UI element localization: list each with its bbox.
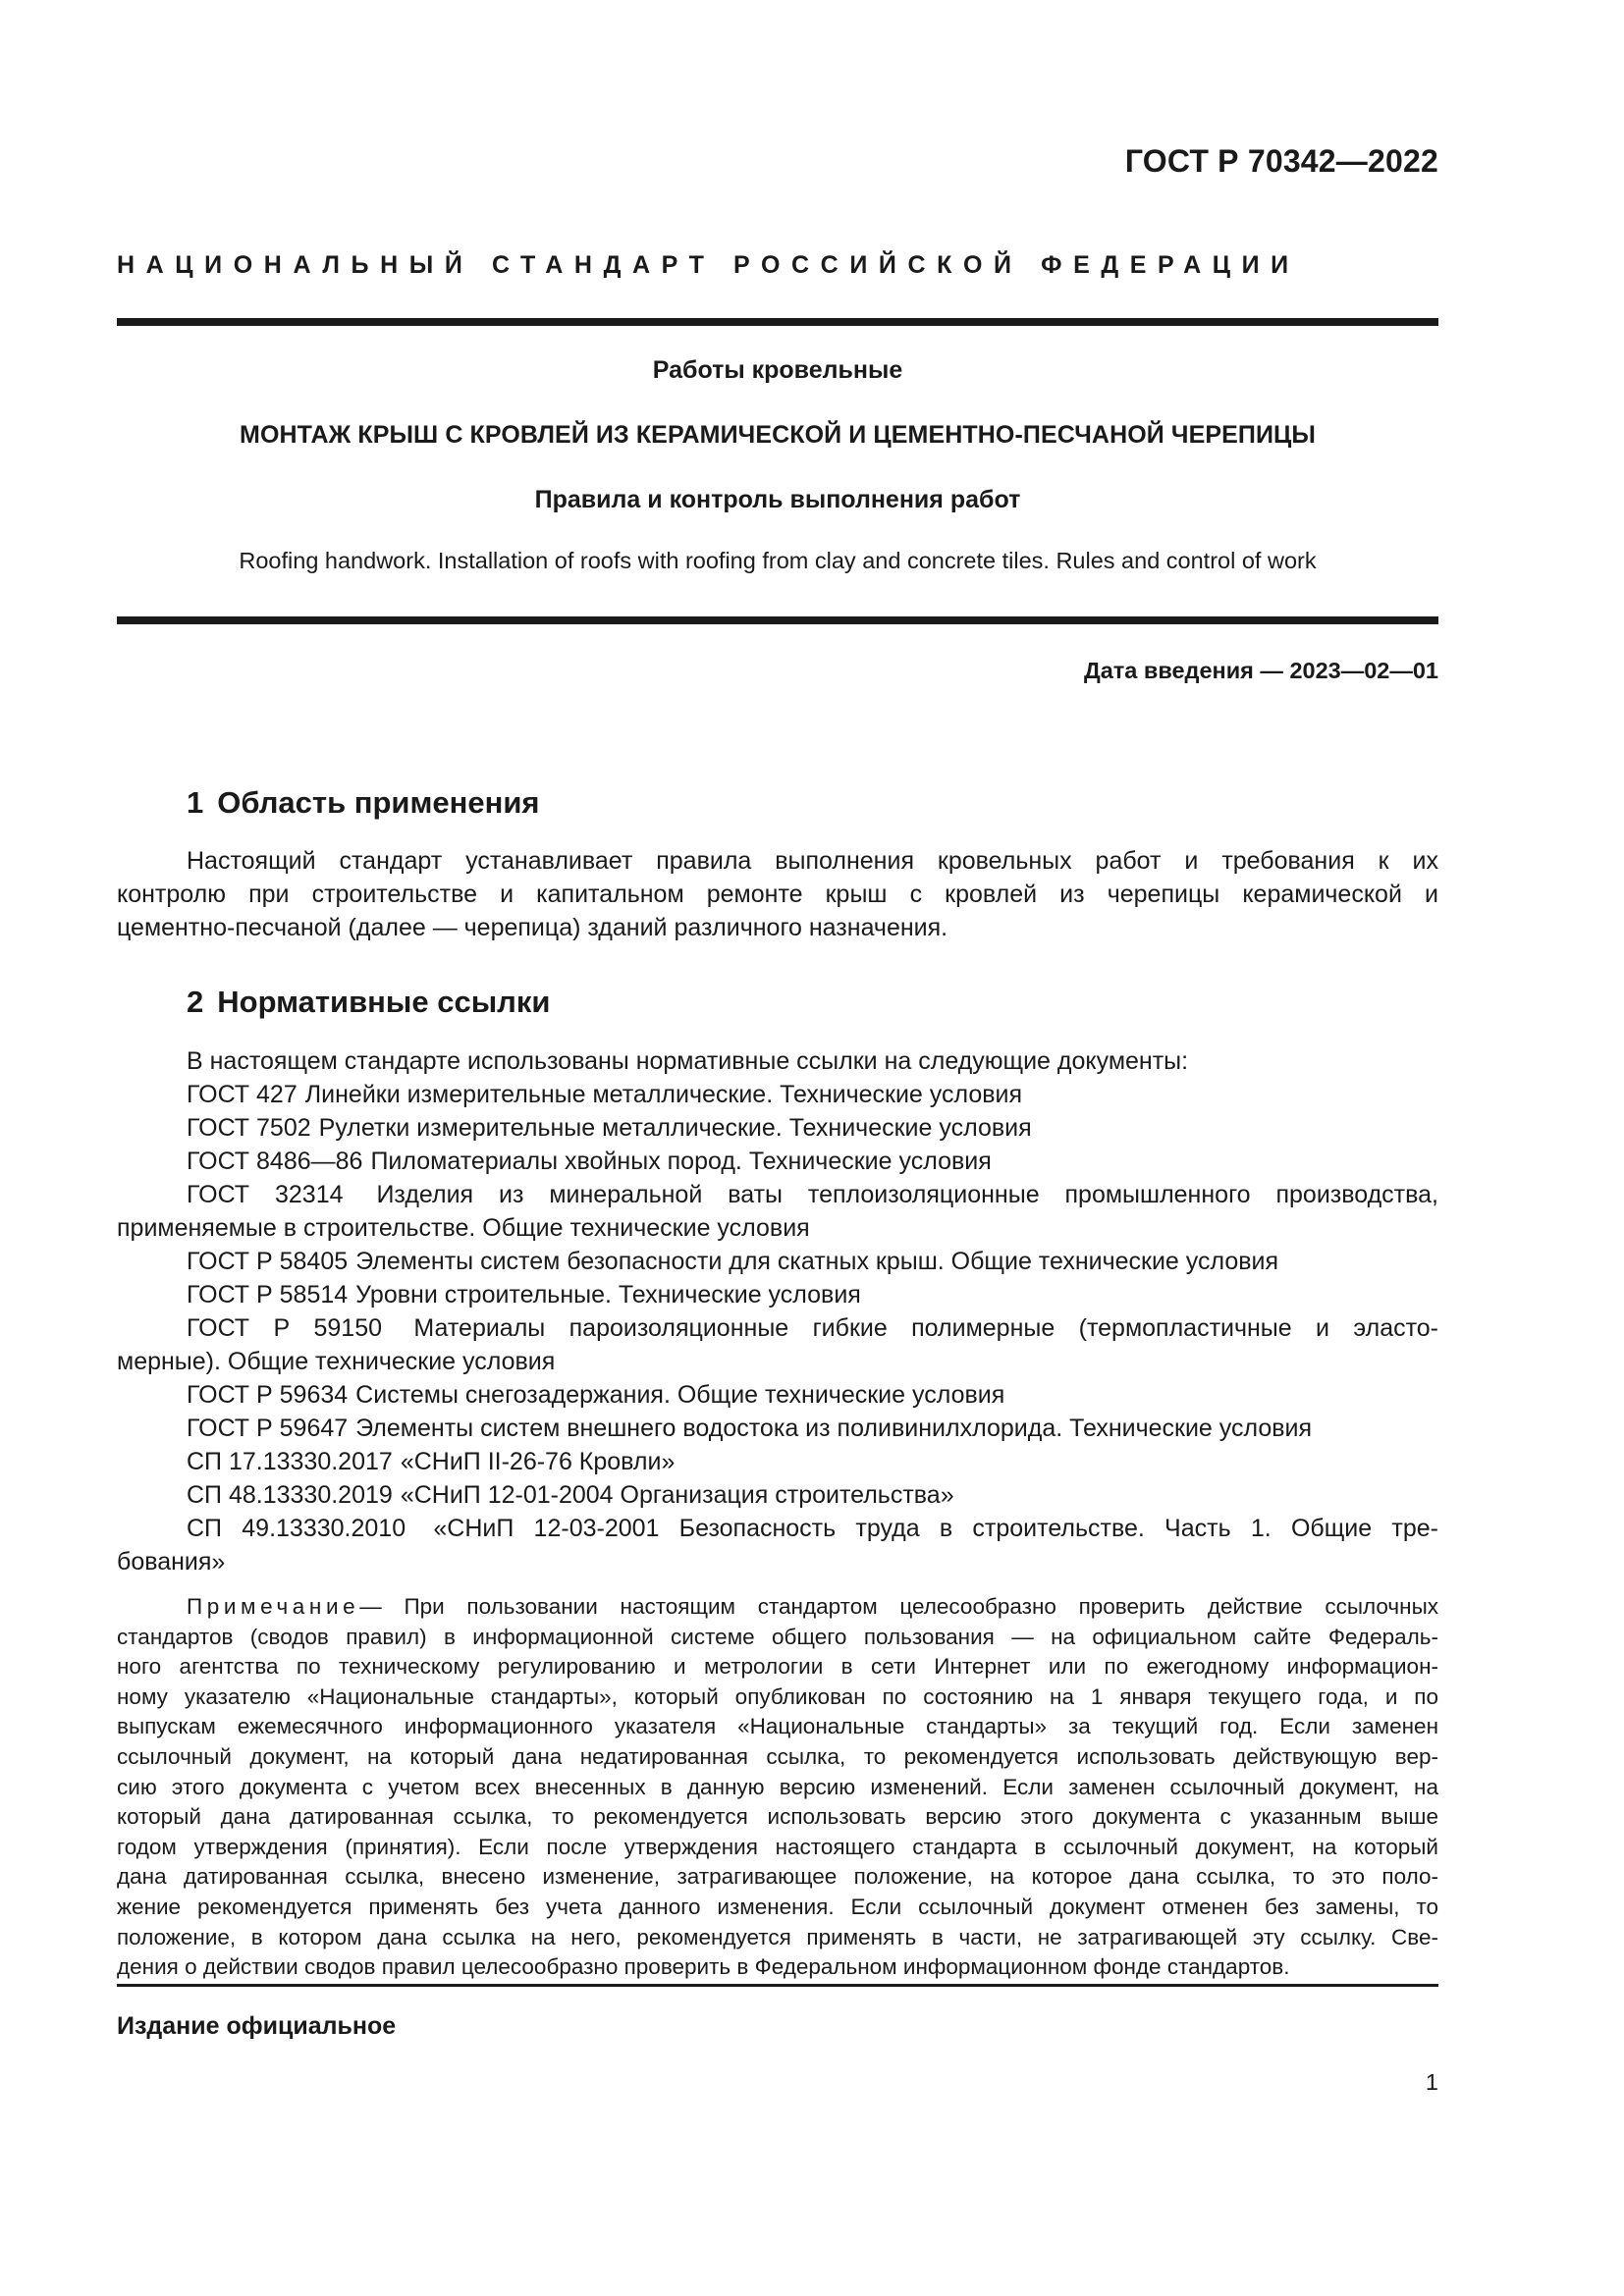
ref-item: [117, 1245, 1438, 1278]
ref-title: Пиломатериалы хвойных пород. Технические условия: [370, 1148, 992, 1175]
note-line: стандартов (сводов правил) в информационной системе общего пользования — на официальном сайте Федераль-: [117, 1624, 1438, 1649]
ref-item-continuation: применяемые в строительстве. Общие технические условия: [117, 1214, 810, 1242]
introduction-date: Дата введения — 2023—02—01: [1083, 658, 1438, 683]
main-title: МОНТАЖ КРЫШ С КРОВЛЕЙ ИЗ КЕРАМИЧЕСКОЙ И ЦЕМЕНТНО-ПЕСЧАНОЙ ЧЕРЕПИЦЫ: [240, 421, 1316, 449]
ref-code: ГОСТ 8486—86: [187, 1148, 363, 1175]
document-number: ГОСТ Р 70342—2022: [1124, 143, 1438, 179]
ref-code: ГОСТ 32314: [187, 1181, 344, 1208]
subtitle: Правила и контроль выполнения работ: [534, 486, 1021, 513]
ref-code: СП 48.13330.2019: [187, 1481, 393, 1509]
note-label: Примечание: [187, 1594, 360, 1619]
english-title: Roofing handwork. Installation of roofs with roofing from clay and concrete tiles. Rules and control of work: [239, 548, 1317, 573]
note-line: положение, в котором дана ссылка на него, рекомендуется применять в части, не затрагивающей эту ссылку. Све-: [117, 1924, 1438, 1949]
ref-code: ГОСТ Р 58514: [187, 1281, 349, 1308]
note-line: годом утверждения (принятия). Если после утверждения настоящего стандарта в ссылочный документ, на который: [117, 1834, 1438, 1859]
note-line: который дана датированная ссылка, то рекомендуется использовать версию этого документа с указанным выше: [117, 1804, 1438, 1830]
ref-title: Уровни строительные. Технические условия: [355, 1281, 861, 1308]
top-divider: [117, 318, 1438, 326]
ref-item: [117, 1412, 1438, 1445]
ref-title: «СНиП 12-03-2001 Безопасность труда в строительстве. Часть 1. Общие тре-: [433, 1515, 1438, 1542]
note-line: сию этого документа с учетом всех внесенных в данную версию изменений. Если заменен ссылочный документ, на: [117, 1774, 1438, 1799]
ref-title: Элементы систем внешнего водостока из поливинилхлорида. Технические условия: [355, 1415, 1313, 1442]
ref-item: [117, 1512, 1438, 1545]
ref-title: Линейки измерительные металлические. Технические условия: [304, 1081, 1023, 1108]
ref-item: [117, 1278, 1438, 1311]
note-line: дана датированная ссылка, внесено изменение, затрагивающее положение, на которое дана ссылка, то это поло-: [117, 1864, 1438, 1890]
section-1-line-1: Настоящий стандарт устанавливает правила выполнения кровельных работ и требования к их: [187, 847, 1438, 875]
ref-code: ГОСТ Р 59634: [187, 1381, 349, 1409]
ref-item: [117, 1311, 1438, 1345]
ref-item: [117, 1378, 1438, 1412]
section-2-intro: В настоящем стандарте использованы нормативные ссылки на следующие документы:: [187, 1047, 1189, 1075]
note-line: ного агентства по техническому регулированию и метрологии в сети Интернет или по ежегодному информацион-: [117, 1654, 1438, 1680]
section-1-title: Область применения: [217, 785, 540, 820]
section-1-line-2: контролю при строительстве и капитальном ремонте крыш с кровлей из черепицы керамической и: [117, 881, 1438, 908]
ref-title: «СНиП II-26-76 Кровли»: [400, 1448, 676, 1475]
work-type-title: Работы кровельные: [652, 356, 903, 384]
note-line: ному указателю «Национальные стандарты», который опубликован по состоянию на 1 января текущего года, и по: [117, 1683, 1438, 1709]
ref-code: СП 49.13330.2010: [187, 1515, 406, 1542]
national-standard-title: НАЦИОНАЛЬНЫЙ СТАНДАРТ РОССИЙСКОЙ ФЕДЕРАЦИИ: [117, 251, 1300, 279]
ref-title: Рулетки измерительные металлические. Технические условия: [318, 1114, 1032, 1142]
ref-code: ГОСТ Р 58405: [187, 1248, 349, 1275]
note-line: ссылочный документ, на который дана недатированная ссылка, то рекомендуется использовать действующую вер-: [117, 1743, 1438, 1769]
ref-item-continuation: бования»: [117, 1548, 226, 1575]
ref-item: [117, 1078, 1438, 1111]
ref-item: [117, 1111, 1438, 1145]
note-block: [117, 1592, 1438, 1983]
note-line: жение рекомендуется применять без учета данного изменения. Если ссылочный документ отменен без замены, то: [117, 1894, 1438, 1919]
ref-title: «СНиП 12-01-2004 Организация строительства»: [400, 1481, 954, 1509]
ref-title: Изделия из минеральной ваты теплоизоляционные промышленного производства,: [376, 1181, 1438, 1208]
ref-item: [117, 1478, 1438, 1512]
ref-code: ГОСТ Р 59150: [187, 1314, 383, 1342]
ref-code: ГОСТ 427: [187, 1081, 298, 1108]
footer-divider: [117, 1984, 1438, 1987]
document-page: [117, 0, 1438, 2296]
section-2-number: 2: [187, 985, 204, 1019]
ref-title: Системы снегозадержания. Общие технические условия: [355, 1381, 1005, 1409]
page-number: 1: [1425, 2069, 1438, 2095]
title-divider: [117, 616, 1438, 624]
ref-item-continuation: мерные). Общие технические условия: [117, 1348, 556, 1375]
note-line: выпускам ежемесячного информационного указателя «Национальные стандарты» за текущий год. Если заменен: [117, 1714, 1438, 1739]
section-1-heading: [187, 785, 540, 821]
section-1-number: 1: [187, 785, 204, 820]
ref-code: СП 17.13330.2017: [187, 1448, 393, 1475]
ref-code: ГОСТ Р 59647: [187, 1415, 349, 1442]
ref-code: ГОСТ 7502: [187, 1114, 311, 1142]
ref-title: Элементы систем безопасности для скатных крыш. Общие технические условия: [355, 1248, 1279, 1275]
ref-item: [117, 1178, 1438, 1211]
ref-item: [117, 1445, 1438, 1478]
official-edition-label: Издание официальное: [117, 2012, 397, 2040]
note-line: Примечание— При пользовании настоящим стандартом целесообразно проверить действие ссылочных: [187, 1594, 1438, 1619]
ref-title: Материалы пароизоляционные гибкие полимерные (термопластичные и эласто-: [413, 1314, 1438, 1342]
section-2-title: Нормативные ссылки: [217, 985, 551, 1019]
section-1-line-3: цементно-песчаной (далее — черепица) зданий различного назначения.: [117, 914, 948, 941]
note-line: дения о действии сводов правил целесообразно проверить в Федеральном информационном фонде стандартов.: [117, 1954, 1290, 1980]
ref-item: [117, 1145, 1438, 1178]
section-2-heading: [187, 985, 550, 1020]
